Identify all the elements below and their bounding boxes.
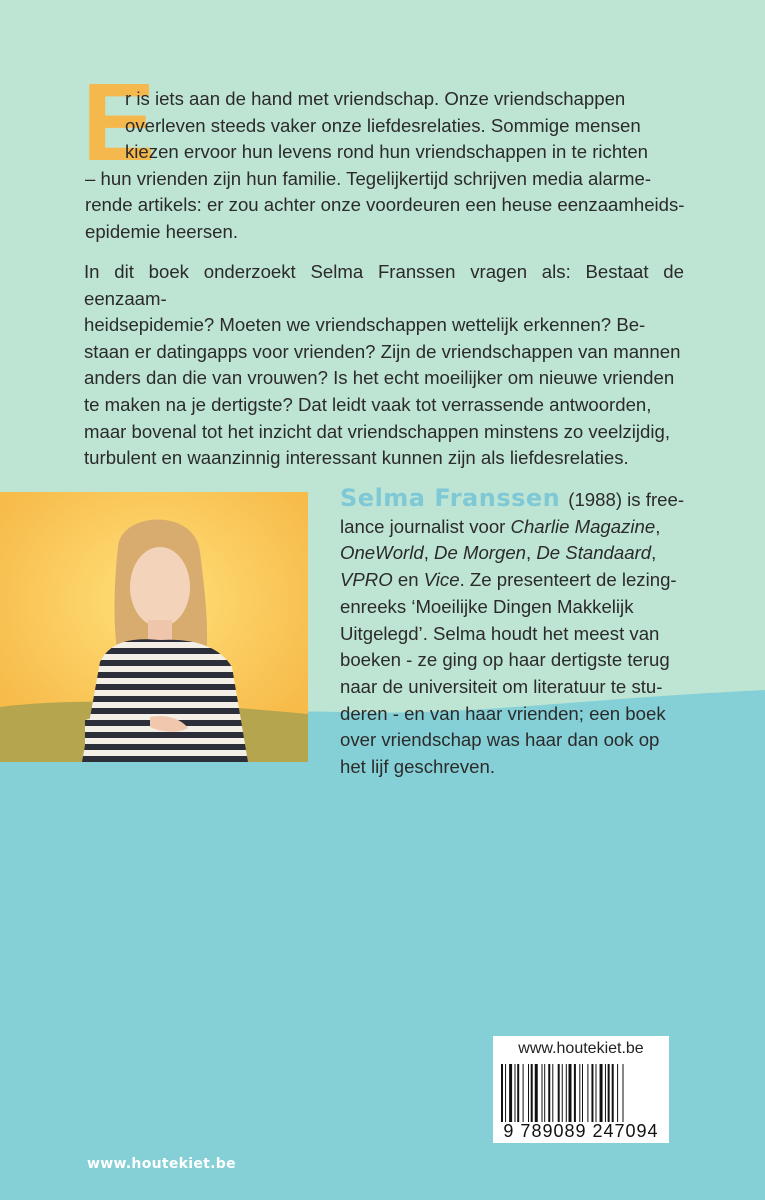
bio-text: enreeks ‘Moeilijke Dingen Makkelijk (340, 595, 634, 617)
bio-italic: OneWorld (340, 542, 424, 564)
barcode-panel (493, 1036, 669, 1143)
bio-italic: De Morgen (434, 542, 527, 564)
blurb-line: staan er datingapps voor vrienden? Zijn de vriendschappen van mannen (84, 340, 681, 362)
blurb-line: overleven steeds vaker onze liefdesrelaties. Sommige mensen (125, 114, 641, 136)
blurb-line: – hun vrienden zijn hun familie. Tegelijkertijd schrijven media alarme- (85, 167, 652, 189)
bio-text: en (392, 569, 424, 591)
author-name: Selma Franssen (340, 484, 561, 512)
bio-italic: De Standaard (536, 542, 652, 564)
bio-text: lance journalist voor (340, 515, 511, 537)
publisher-url: www.houtekiet.be (87, 1156, 236, 1172)
bio-text: boeken - ze ging op haar dertigste terug (340, 649, 670, 671)
blurb-line: anders dan die van vrouwen? Is het echt moeilijker om nieuwe vrienden (84, 367, 675, 389)
blurb-line: rende artikels: er zou achter onze voordeuren een heuse eenzaamheids- (85, 194, 685, 216)
blurb-line: In dit boek onderzoekt Selma Franssen vragen als: Bestaat de eenzaam- (84, 261, 684, 309)
blurb-line: maar bovenal tot het inzicht dat vriendschappen minstens zo veelzijdig, (84, 420, 671, 442)
blurb-line: heidsepidemie? Moeten we vriendschappen wettelijk erkennen? Be- (84, 314, 646, 336)
blurb-line: turbulent en waanzinnig interessant kunnen zijn als liefdesrelaties. (84, 447, 629, 469)
author-bio (340, 485, 690, 781)
bio-italic: Charlie Magazine (510, 515, 656, 537)
blurb-line: r is iets aan de hand met vriendschap. Onze vriendschappen (125, 88, 626, 109)
author-portrait-illustration (0, 492, 308, 762)
blurb-line: epidemie heersen. (85, 220, 238, 242)
author-photo (0, 492, 308, 762)
bio-text: naar de universiteit om literatuur te stu- (340, 675, 663, 697)
bio-text: , (651, 542, 657, 564)
bio-text: (1988) is free- (568, 489, 685, 510)
bio-text: , (423, 542, 435, 564)
bio-text: , (655, 515, 661, 537)
bio-italic: VPRO (340, 569, 393, 591)
barcode-icon (501, 1064, 661, 1122)
blurb-line: kiezen ervoor hun levens rond hun vriendschappen in te richten (125, 141, 649, 163)
drop-cap: E (82, 61, 156, 184)
blurb-paragraph-1 (85, 86, 685, 246)
isbn-number: 9 789089 247094 (503, 1121, 659, 1141)
bio-text: het lijf geschreven. (340, 756, 496, 778)
bio-text: over vriendschap was haar dan ook op (340, 729, 660, 751)
blurb-paragraph-2 (84, 259, 684, 472)
bio-italic: Vice (423, 569, 460, 591)
bio-text: . Ze presenteert de lezing- (459, 569, 677, 591)
bio-text: Uitgelegd’. Selma houdt het meest van (340, 622, 660, 644)
blurb-line: te maken na je dertigste? Dat leidt vaak tot verrassende antwoorden, (84, 393, 652, 415)
barcode-url: www.houtekiet.be (518, 1040, 644, 1057)
bio-text: , (526, 542, 537, 564)
bio-text: deren - en van haar vrienden; een boek (340, 702, 666, 724)
